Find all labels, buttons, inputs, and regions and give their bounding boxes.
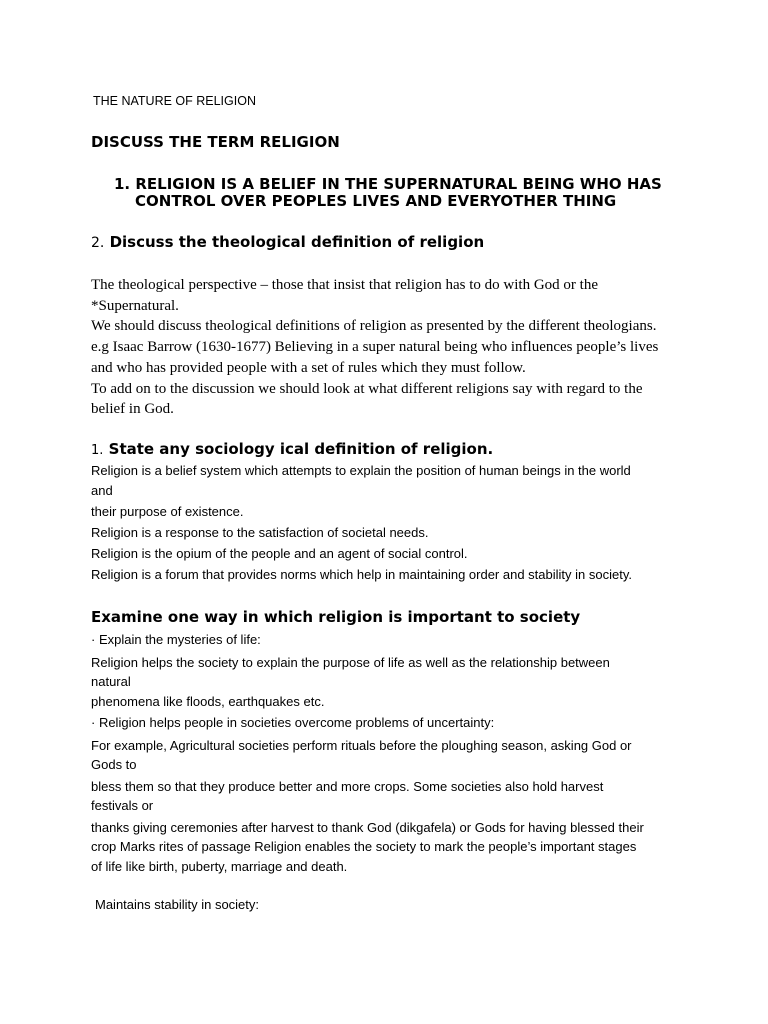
text-line: Gods to	[91, 757, 137, 772]
text-line: belief in God.	[91, 401, 174, 418]
heading-sociological	[91, 440, 493, 460]
text-line: Religion is a response to the satisfaction of societal needs.	[91, 525, 429, 540]
theological-paragraph	[91, 275, 658, 420]
document-title: THE NATURE OF RELIGION	[93, 94, 256, 108]
text-line: thanks giving ceremonies after harvest to thank God (dikgafela) or Gods for having blessed their	[91, 820, 644, 835]
heading-importance: Examine one way in which religion is important to society	[91, 608, 581, 626]
text-line: Religion helps the society to explain the purpose of life as well as the relationship between	[91, 655, 610, 670]
text-line: crop Marks rites of passage Religion enables the society to mark the people’s important stages	[91, 839, 637, 854]
text-line: their purpose of existence.	[91, 504, 244, 519]
list-item-line-1: RELIGION IS A BELIEF IN THE SUPERNATURAL BEING WHO HAS	[135, 175, 662, 193]
list-item-line-2: CONTROL OVER PEOPLES LIVES AND EVERYOTHER THING	[135, 192, 617, 210]
text-line: of life like birth, puberty, marriage and death.	[91, 859, 348, 874]
text-line: Religion is the opium of the people and an agent of social control.	[91, 546, 468, 561]
text-line: For example, Agricultural societies perform rituals before the ploughing season, asking God or	[91, 738, 632, 753]
text-line: Religion is a forum that provides norms which help in maintaining order and stability in society.	[91, 567, 632, 582]
numbered-item-1	[114, 175, 662, 193]
text-line: natural	[91, 674, 131, 689]
text-line: *Supernatural.	[91, 297, 179, 314]
heading-theological	[91, 233, 484, 252]
list-number: 1.	[114, 175, 131, 193]
text-line: The theological perspective – those that insist that religion has to do with God or the	[91, 277, 598, 293]
heading-discuss-term: DISCUSS THE TERM RELIGION	[91, 133, 340, 151]
text-line: phenomena like floods, earthquakes etc.	[91, 694, 325, 709]
stability-line: Maintains stability in society:	[95, 897, 260, 912]
text-line: bless them so that they produce better and more crops. Some societies also hold harvest	[91, 779, 604, 794]
sociological-paragraph	[91, 461, 632, 585]
heading-number: 1.	[91, 443, 104, 458]
bullet-line: · Religion helps people in societies overcome problems of uncertainty:	[91, 715, 495, 730]
text-line: festivals or	[91, 798, 154, 813]
bullet-line: · Explain the mysteries of life:	[91, 632, 261, 647]
text-line: To add on to the discussion we should look at what different religions say with regard to the	[91, 380, 643, 397]
text-line: e.g Isaac Barrow (1630-1677) Believing in a super natural being who influences people’s lives	[91, 339, 659, 356]
heading-text: State any sociology ical definition of religion.	[108, 440, 494, 458]
importance-paragraph	[91, 629, 644, 877]
heading-number: 2.	[91, 235, 105, 251]
heading-text: Discuss the theological definition of religion	[109, 233, 485, 251]
text-line: We should discuss theological definitions of religion as presented by the different theologians.	[91, 318, 657, 335]
text-line: and who has provided people with a set of rules which they must follow.	[91, 359, 526, 376]
text-line: Religion is a belief system which attempts to explain the position of human beings in the world	[91, 463, 631, 478]
text-line: and	[91, 483, 113, 498]
